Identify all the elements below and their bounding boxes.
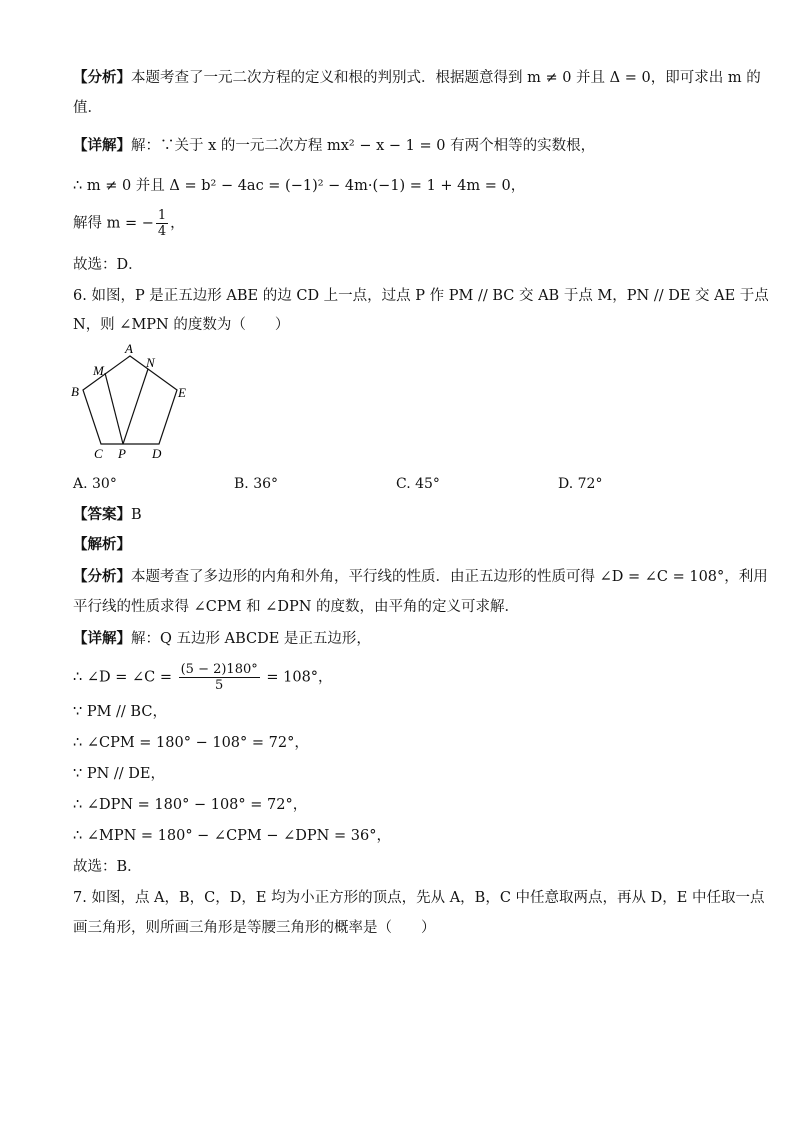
answer-value: B	[131, 507, 142, 523]
q5-step-2-suffix: ，	[170, 215, 185, 232]
analysis-text: 本题考查了一元二次方程的定义和根的判别式．根据题意得到 m ≠ 0 并且 Δ = 0，即可求出 m 的	[131, 70, 761, 86]
q6-solution-tag	[73, 535, 131, 555]
detail-text: 解：∵关于 x 的一元二次方程 mx² − x − 1 = 0 有两个相等的实数根，	[131, 138, 596, 154]
q5-fraction	[156, 208, 168, 239]
q6-detail-line-6: ∴ ∠DPN = 180° − 108° = 72°，	[73, 797, 308, 813]
q5-step-2-prefix: 解得 m = −	[73, 215, 154, 232]
q5-step-1: ∴ m ≠ 0 并且 Δ = b² − 4ac = (−1)² − 4m·(−1) = 1 + 4m = 0，	[73, 178, 526, 194]
analysis-tag: 【分析】	[73, 69, 131, 86]
q6-detail-line-1	[73, 629, 371, 649]
q5-fraction-denominator: 4	[157, 224, 167, 239]
pentagon-figure	[66, 342, 196, 462]
detail-tag: 【详解】	[73, 137, 131, 154]
label-N: N	[146, 355, 155, 370]
q6-detail-line-5: ∵ PN // DE，	[73, 766, 165, 782]
option-a: A. 30°	[73, 476, 117, 492]
analysis-tag: 【分析】	[73, 568, 131, 585]
q6-analysis-line-2: 平行线的性质求得 ∠CPM 和 ∠DPN 的度数，由平角的定义可求解．	[73, 599, 520, 615]
label-M: M	[93, 363, 104, 378]
label-E: E	[178, 385, 186, 400]
q5-detail-line	[73, 136, 595, 156]
q6-detail-line-3: ∵ PM // BC，	[73, 704, 167, 720]
option-b: B. 36°	[234, 476, 279, 492]
q6-fraction-denominator: 5	[215, 678, 224, 693]
label-C: C	[94, 446, 103, 461]
q7-stem-line-2: 画三角形，则所画三角形是等腰三角形的概率是（ ）	[73, 920, 436, 936]
segment-PN	[123, 369, 148, 444]
q5-fraction-numerator: 1	[157, 208, 167, 223]
solution-tag: 【解析】	[73, 536, 131, 553]
label-B: B	[71, 384, 79, 399]
q6-detail-2-suffix: = 108°，	[266, 669, 333, 686]
q6-answer-line	[73, 505, 142, 525]
q6-stem-line-1: 6. 如图，P 是正五边形 ABE 的边 CD 上一点，过点 P 作 PM // BC 交 AB 于点 M，PN // DE 交 AE 于点	[73, 288, 769, 304]
answer-tag: 【答案】	[73, 506, 131, 523]
q5-step-2	[73, 208, 185, 239]
q6-analysis-line-1	[73, 567, 768, 587]
detail-tag: 【详解】	[73, 630, 131, 647]
option-c: C. 45°	[396, 476, 440, 492]
q6-detail-line-7: ∴ ∠MPN = 180° − ∠CPM − ∠DPN = 36°，	[73, 828, 391, 844]
q6-detail-line-2	[73, 662, 333, 693]
q6-fraction-numerator: (5 − 2)180°	[180, 662, 258, 677]
analysis-text: 本题考查了多边形的内角和外角，平行线的性质．由正五边形的性质可得 ∠D = ∠C = 108°，利用	[131, 569, 768, 585]
segment-PM	[105, 373, 123, 444]
option-d: D. 72°	[558, 476, 603, 492]
q5-analysis-line	[73, 68, 761, 88]
q7-stem-line-1: 7. 如图，点 A，B，C，D，E 均为小正方形的顶点，先从 A，B，C 中任意取两点，再从 D，E 中任取一点	[73, 890, 765, 906]
q6-stem-line-2: N，则 ∠MPN 的度数为（ ）	[73, 317, 290, 333]
q6-detail-2-prefix: ∴ ∠D = ∠C =	[73, 669, 172, 686]
q6-choice: 故选：B．	[73, 859, 142, 875]
label-P: P	[118, 446, 126, 461]
q6-detail-line-4: ∴ ∠CPM = 180° − 108° = 72°，	[73, 735, 309, 751]
q5-analysis-line-2: 值．	[73, 100, 102, 116]
label-A: A	[125, 342, 133, 356]
q5-choice: 故选：D．	[73, 257, 143, 273]
q6-fraction	[179, 662, 260, 693]
detail-text: 解：Q 五边形 ABCDE 是正五边形，	[131, 631, 371, 647]
label-D: D	[152, 446, 162, 461]
